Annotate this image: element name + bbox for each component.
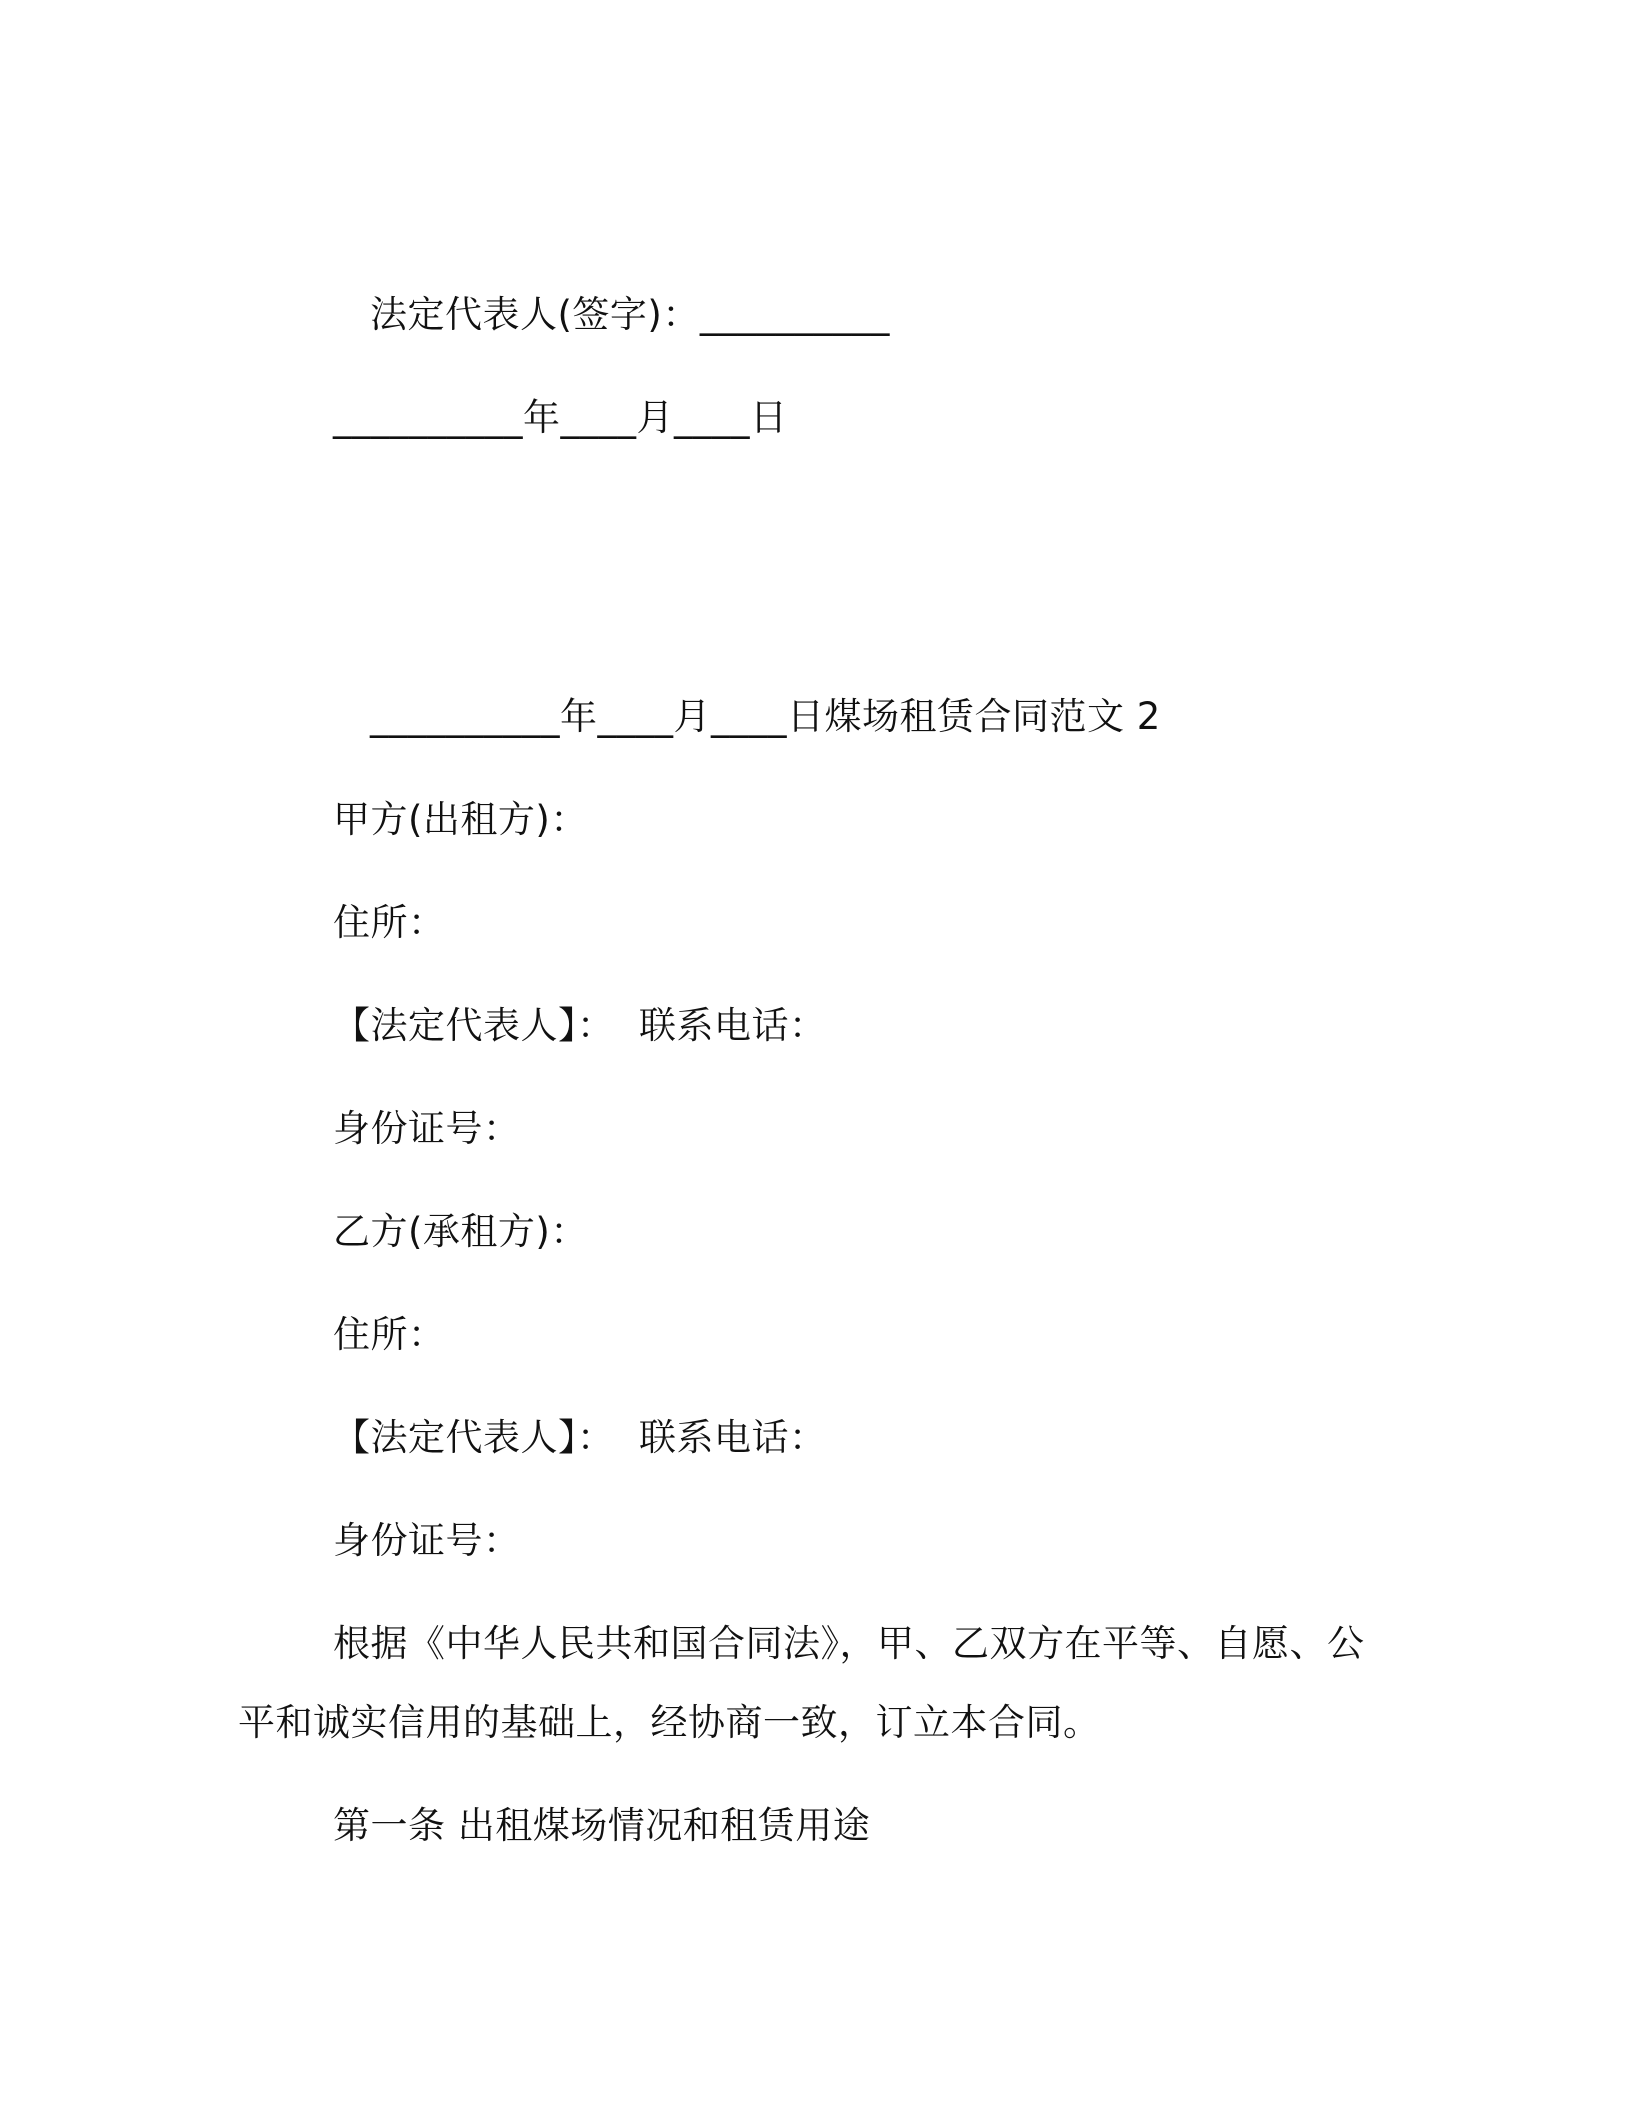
preamble-line-1: 根据《中华人民共和国合同法》，甲、乙双方在平等、自愿、公 — [333, 1622, 1365, 1665]
contract-heading: __________年____月____日煤场租赁合同范文 2 — [370, 695, 1161, 738]
signature-line: 法定代表人(签字)：__________ — [370, 293, 890, 336]
party-a-id: 身份证号： — [333, 1107, 521, 1150]
party-b-address: 住所： — [333, 1313, 446, 1356]
date-line: __________年____月____日 — [333, 396, 788, 439]
party-b-rep-phone: 【法定代表人】： 联系电话： — [333, 1416, 827, 1459]
party-a-label: 甲方(出租方)： — [333, 798, 588, 841]
party-a-address: 住所： — [333, 901, 446, 944]
party-b-label: 乙方(承租方)： — [333, 1210, 588, 1253]
party-b-id: 身份证号： — [333, 1519, 521, 1562]
preamble-line-2: 平和诚实信用的基础上，经协商一致，订立本合同。 — [238, 1701, 1101, 1744]
article-1-title: 第一条 出租煤场情况和租赁用途 — [333, 1804, 871, 1847]
party-a-rep-phone: 【法定代表人】： 联系电话： — [333, 1004, 827, 1047]
